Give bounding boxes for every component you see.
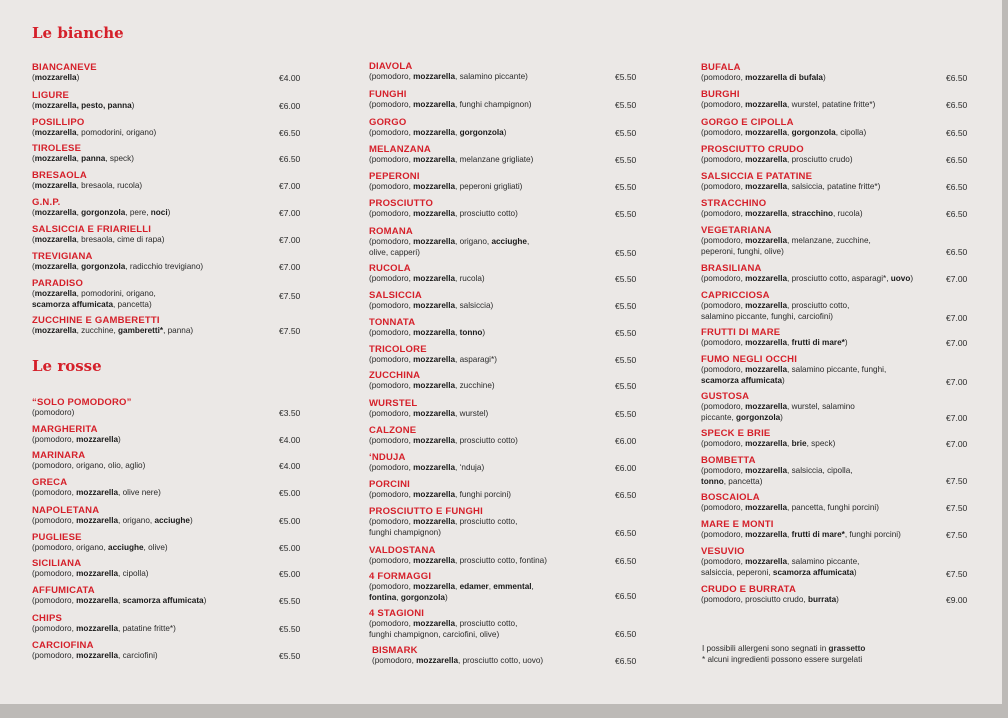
- menu-item: [701, 354, 886, 386]
- menu-item-name: G.N.P.: [32, 197, 61, 208]
- menu-item: [369, 263, 485, 285]
- menu-item: [701, 62, 826, 84]
- menu-item: [32, 90, 134, 112]
- menu-item: [369, 89, 532, 111]
- menu-item-name: SICILIANA: [32, 558, 82, 569]
- menu-item-name: MARINARA: [32, 450, 86, 461]
- menu-item-name: MARE E MONTI: [701, 519, 774, 530]
- menu-item: [369, 198, 518, 220]
- menu-item-ingredients: (pomodoro, mozzarella, brie, speck): [701, 439, 836, 448]
- menu-item-name: PROSCIUTTO E FUNGHI: [369, 506, 483, 517]
- menu-item-name: NAPOLETANA: [32, 505, 100, 516]
- menu-item-ingredients: (mozzarella, gorgonzola, radicchio trevigiano): [32, 262, 204, 271]
- menu-item-price: €6.50: [946, 128, 968, 138]
- menu-item-ingredients: (pomodoro, mozzarella, rucola): [369, 274, 485, 283]
- menu-item: [32, 224, 164, 246]
- menu-item-ingredients: (pomodoro, mozzarella, carciofini): [32, 651, 158, 660]
- menu-item-ingredients: (mozzarella, pomodorini, origano): [32, 128, 157, 137]
- menu-item-name: “SOLO POMODORO”: [32, 397, 132, 408]
- menu-item-ingredients: (pomodoro, mozzarella, peperoni grigliati): [369, 182, 523, 191]
- menu-item-ingredients: (pomodoro, mozzarella, prosciutto cotto): [369, 209, 518, 218]
- menu-item-price: €6.50: [946, 209, 968, 219]
- menu-item: [369, 452, 484, 474]
- menu-item-price: €5.50: [615, 301, 637, 311]
- menu-item-name: GRECA: [32, 477, 68, 488]
- menu-item-ingredients: (pomodoro, origano, olio, aglio): [32, 461, 146, 470]
- menu-item-price: €7.00: [946, 313, 968, 323]
- menu-item: [369, 608, 517, 640]
- menu-item-name: SALSICCIA E FRIARIELLI: [32, 224, 152, 235]
- menu-item-price: €4.00: [279, 461, 301, 471]
- menu-item-ingredients: (pomodoro, mozzarella, salsiccia): [369, 301, 494, 310]
- menu-item-price: €5.50: [279, 651, 301, 661]
- menu-item-price: €4.00: [279, 435, 301, 445]
- menu-item-name: ZUCCHINA: [369, 370, 421, 381]
- menu-item-price: €6.50: [946, 73, 968, 83]
- menu-item: [32, 558, 149, 580]
- menu-item-price: €6.00: [615, 463, 637, 473]
- menu-item-price: €6.00: [279, 101, 301, 111]
- menu-item-price: €5.50: [615, 155, 637, 165]
- menu-item-price: €6.50: [615, 629, 637, 639]
- menu-item-name: FUNGHI: [369, 89, 407, 100]
- menu-item: [32, 505, 193, 527]
- menu-item-price: €7.50: [946, 569, 968, 579]
- menu-item-price: €6.50: [946, 182, 968, 192]
- menu-item-ingredients: (pomodoro, mozzarella, prosciutto cotto): [369, 436, 518, 445]
- menu-item-price: €5.50: [615, 209, 637, 219]
- menu-item-name: SALSICCIA: [369, 290, 422, 301]
- menu-item: [32, 117, 156, 139]
- menu-item: [32, 397, 132, 419]
- menu-item-name: WURSTEL: [369, 398, 418, 409]
- menu-item-ingredients: (pomodoro, mozzarella, melanzane, zucchine, peperoni, funghi, olive): [701, 236, 871, 256]
- menu-item-name: PEPERONI: [369, 171, 420, 182]
- menu-item: [701, 290, 849, 322]
- menu-item-name: 4 FORMAGGI: [369, 571, 432, 582]
- menu-item-ingredients: (mozzarella, gorgonzola, pere, noci): [32, 208, 171, 217]
- menu-item-name: PROSCIUTTO: [369, 198, 434, 209]
- menu-item: [32, 315, 193, 337]
- menu-item-name: SALSICCIA E PATATINE: [701, 171, 813, 182]
- menu-item-ingredients: (pomodoro, mozzarella, prosciutto crudo): [701, 155, 853, 164]
- menu-item-name: ROMANA: [369, 226, 413, 237]
- menu-item-ingredients: (pomodoro, mozzarella, patatine fritte*): [32, 624, 176, 633]
- menu-item: [32, 62, 97, 84]
- allergen-note-line1: I possibili allergeni sono segnati in grassetto: [702, 644, 866, 653]
- menu-item-ingredients: (mozzarella): [32, 73, 80, 82]
- menu-item-ingredients: (pomodoro, mozzarella, salsiccia, cipolla, tonno, pancetta): [701, 466, 853, 486]
- menu-item-ingredients: (pomodoro, mozzarella, cipolla): [32, 569, 149, 578]
- menu-item-ingredients: (mozzarella, pesto, panna): [32, 101, 135, 110]
- menu-item-ingredients: (pomodoro, mozzarella, prosciutto cotto, uovo): [372, 656, 544, 665]
- menu-item-name: CRUDO E BURRATA: [701, 584, 797, 595]
- menu-item-name: MELANZANA: [369, 144, 431, 155]
- menu-item-price: €7.50: [946, 476, 968, 486]
- menu-item-price: €5.50: [615, 274, 637, 284]
- menu-item-price: €7.00: [279, 181, 301, 191]
- menu-item-price: €9.00: [946, 595, 968, 605]
- menu-item-name: 4 STAGIONI: [369, 608, 425, 619]
- menu-item-name: TREVIGIANA: [32, 251, 93, 262]
- menu-item-price: €5.00: [279, 569, 301, 579]
- menu-item-ingredients: (pomodoro, mozzarella, stracchino, rucola): [701, 209, 863, 218]
- menu-item-name: GORGO E CIPOLLA: [701, 117, 794, 128]
- menu-item: [701, 455, 853, 487]
- menu-item-name: BURGHI: [701, 89, 740, 100]
- menu-item-name: BIANCANEVE: [32, 62, 97, 73]
- menu-item-price: €5.50: [615, 72, 637, 82]
- menu-item-name: PORCINI: [369, 479, 410, 490]
- menu-item: [369, 545, 547, 567]
- menu-item-name: VESUVIO: [701, 546, 745, 557]
- menu-item-price: €5.50: [279, 596, 301, 606]
- menu-item-name: CHIPS: [32, 613, 63, 624]
- menu-item-ingredients: (pomodoro, mozzarella, prosciutto cotto, funghi champignon): [369, 517, 518, 537]
- menu-item-ingredients: (mozzarella, bresaola, cime di rapa): [32, 235, 165, 244]
- menu-item-ingredients: (pomodoro, mozzarella, funghi porcini): [369, 490, 512, 499]
- menu-item-name: RUCOLA: [369, 263, 411, 274]
- menu-item-name: ‘NDUJA: [369, 452, 406, 463]
- menu-item-name: GUSTOSA: [701, 391, 750, 402]
- menu-item-price: €6.00: [615, 436, 637, 446]
- menu-item-ingredients: (mozzarella, pomodorini, origano, scamorza affumicata, pancetta): [32, 289, 156, 309]
- menu-item-name: DIAVOLA: [369, 61, 413, 72]
- menu-item: [701, 391, 855, 423]
- menu-item-name: BUFALA: [701, 62, 741, 73]
- menu-item-price: €7.00: [279, 208, 301, 218]
- menu-item-price: €7.50: [279, 326, 301, 336]
- menu-item: [369, 61, 528, 83]
- menu-item-price: €7.00: [946, 377, 968, 387]
- menu-item-name: BRASILIANA: [701, 263, 762, 274]
- menu-item-name: FUMO NEGLI OCCHI: [701, 354, 798, 365]
- menu-item-name: BRESAOLA: [32, 170, 87, 181]
- menu-item-ingredients: (pomodoro, mozzarella, tonno): [369, 328, 486, 337]
- allergen-note-line2: * alcuni ingredienti possono essere surgelati: [702, 655, 863, 664]
- menu-item: [369, 425, 518, 447]
- menu-item-name: POSILLIPO: [32, 117, 85, 128]
- menu-item-price: €7.50: [946, 503, 968, 513]
- menu-item-price: €6.50: [615, 591, 637, 601]
- menu-item-price: €7.00: [946, 413, 968, 423]
- menu-item: [369, 370, 495, 392]
- menu-item-ingredients: (pomodoro, mozzarella, wurstel, patatine fritte*): [701, 100, 876, 109]
- menu-item: [32, 585, 206, 607]
- menu-item-ingredients: (mozzarella, bresaola, rucola): [32, 181, 143, 190]
- menu-item-name: TIROLESE: [32, 143, 82, 154]
- menu-item-ingredients: (pomodoro, mozzarella, gorgonzola): [369, 128, 507, 137]
- menu-item: [369, 506, 517, 538]
- menu-item: [701, 171, 880, 193]
- menu-item-price: €6.50: [615, 528, 637, 538]
- menu-item-price: €7.00: [279, 235, 301, 245]
- section-title-rosse: Le rosse: [32, 357, 102, 375]
- menu-item-ingredients: (pomodoro, mozzarella, gorgonzola, cipolla): [701, 128, 867, 137]
- menu-item: [701, 519, 901, 541]
- menu-item: [32, 251, 203, 273]
- menu-item: [369, 117, 506, 139]
- menu-item-ingredients: (pomodoro, mozzarella, frutti di mare*): [701, 338, 848, 347]
- menu-item-ingredients: (pomodoro, mozzarella, salamino piccante, salsiccia, peperoni, scamorza affumicata): [701, 557, 860, 577]
- menu-item-name: AFFUMICATA: [32, 585, 95, 596]
- menu-item: [32, 450, 145, 472]
- menu-item-ingredients: (pomodoro, mozzarella, prosciutto cotto, funghi champignon, carciofini, olive): [369, 619, 518, 639]
- menu-item-ingredients: (pomodoro, prosciutto crudo, burrata): [701, 595, 839, 604]
- menu-item: [369, 171, 522, 193]
- menu-item-ingredients: (pomodoro, mozzarella, zucchine): [369, 381, 495, 390]
- menu-item: [32, 424, 121, 446]
- menu-item: [32, 640, 158, 662]
- menu-item-price: €6.50: [615, 556, 637, 566]
- menu-item-ingredients: (pomodoro, mozzarella, prosciutto cotto, fontina): [369, 556, 547, 565]
- menu-item: [372, 645, 543, 667]
- menu-item: [32, 143, 134, 165]
- menu-item-price: €5.50: [615, 409, 637, 419]
- menu-item-name: LIGURE: [32, 90, 70, 101]
- menu-item-ingredients: (pomodoro, mozzarella, salamino piccante, funghi, scamorza affumicata): [701, 365, 887, 385]
- menu-item-price: €5.50: [615, 355, 637, 365]
- menu-item: [701, 428, 835, 450]
- menu-item: [369, 479, 511, 501]
- menu-item-ingredients: (pomodoro, mozzarella, funghi champignon): [369, 100, 532, 109]
- menu-item-price: €3.50: [279, 408, 301, 418]
- menu-item-ingredients: (pomodoro, mozzarella, pancetta, funghi porcini): [701, 503, 879, 512]
- menu-item-price: €6.50: [946, 247, 968, 257]
- menu-item-ingredients: (pomodoro, mozzarella, salamino piccante): [369, 72, 528, 81]
- menu-item-price: €5.00: [279, 488, 301, 498]
- menu-item: [32, 613, 176, 635]
- menu-item: [701, 198, 863, 220]
- menu-item: [701, 584, 839, 606]
- menu-item-ingredients: (pomodoro, mozzarella, asparagi*): [369, 355, 497, 364]
- menu-item-ingredients: (mozzarella, zucchine, gamberetti*, panna): [32, 326, 194, 335]
- menu-item-name: TRICOLORE: [369, 344, 427, 355]
- menu-item-name: VALDOSTANA: [369, 545, 436, 556]
- menu-item: [701, 144, 853, 166]
- menu-item-name: SPECK E BRIE: [701, 428, 771, 439]
- menu-item-name: PARADISO: [32, 278, 84, 289]
- menu-item-price: €7.50: [279, 291, 301, 301]
- menu-item-name: CAPRICCIOSA: [701, 290, 770, 301]
- menu-item-name: CALZONE: [369, 425, 417, 436]
- menu-item-price: €6.50: [946, 100, 968, 110]
- menu-item-price: €7.50: [946, 530, 968, 540]
- section-title-bianche: Le bianche: [32, 24, 124, 42]
- menu-item-name: TONNATA: [369, 317, 416, 328]
- menu-item: [701, 492, 879, 514]
- menu-item-name: MARGHERITA: [32, 424, 98, 435]
- menu-item-ingredients: (pomodoro, mozzarella): [32, 435, 121, 444]
- menu-item-ingredients: (pomodoro, mozzarella di bufala): [701, 73, 826, 82]
- menu-item: [701, 117, 866, 139]
- menu-item-ingredients: (pomodoro, origano, acciughe, olive): [32, 543, 168, 552]
- menu-item: [369, 317, 485, 339]
- menu-item: [32, 170, 142, 192]
- menu-item-name: STRACCHINO: [701, 198, 767, 209]
- menu-item-price: €5.00: [279, 543, 301, 553]
- menu-item-ingredients: (pomodoro, mozzarella, origano, acciughe): [32, 516, 193, 525]
- menu-item-ingredients: (pomodoro): [32, 408, 75, 417]
- menu-item-ingredients: (pomodoro, mozzarella, scamorza affumicata): [32, 596, 207, 605]
- menu-item-name: ZUCCHINE E GAMBERETTI: [32, 315, 160, 326]
- menu-item-price: €6.50: [615, 490, 637, 500]
- menu-item-price: €6.50: [279, 154, 301, 164]
- menu-item-name: PROSCIUTTO CRUDO: [701, 144, 804, 155]
- menu-item-price: €5.50: [615, 381, 637, 391]
- menu-item-name: BOSCAIOLA: [701, 492, 760, 503]
- menu-item: [369, 144, 533, 166]
- menu-item-price: €5.50: [615, 182, 637, 192]
- menu-item-price: €5.00: [279, 516, 301, 526]
- menu-item-price: €7.00: [946, 338, 968, 348]
- menu-item-ingredients: (pomodoro, mozzarella, melanzane grigliate): [369, 155, 534, 164]
- menu-item-ingredients: (pomodoro, mozzarella, origano, acciughe, olive, capperi): [369, 237, 530, 257]
- menu-item-ingredients: (pomodoro, mozzarella, wurstel): [369, 409, 489, 418]
- menu-item-name: CARCIOFINA: [32, 640, 94, 651]
- menu-item-name: VEGETARIANA: [701, 225, 772, 236]
- menu-item-price: €7.00: [946, 274, 968, 284]
- menu-item: [32, 197, 170, 219]
- menu-item-name: FRUTTI DI MARE: [701, 327, 781, 338]
- menu-item-price: €5.50: [279, 624, 301, 634]
- menu-item-price: €7.00: [279, 262, 301, 272]
- menu-item: [32, 278, 156, 310]
- menu-item-ingredients: (pomodoro, mozzarella, wurstel, salamino piccante, gorgonzola): [701, 402, 855, 422]
- menu-item-price: €4.00: [279, 73, 301, 83]
- menu-item: [701, 225, 871, 257]
- menu-item-ingredients: (pomodoro, mozzarella, ‘nduja): [369, 463, 485, 472]
- menu-item-price: €6.50: [946, 155, 968, 165]
- menu-item-name: BOMBETTA: [701, 455, 756, 466]
- menu-item-ingredients: (pomodoro, mozzarella, prosciutto cotto, asparagi*, uovo): [701, 274, 914, 283]
- menu-item: [369, 290, 493, 312]
- menu-item-ingredients: (pomodoro, mozzarella, frutti di mare*, funghi porcini): [701, 530, 901, 539]
- menu-item-ingredients: (pomodoro, mozzarella, edamer, emmental, fontina, gorgonzola): [369, 582, 534, 602]
- menu-item: [701, 546, 859, 578]
- allergen-note: [702, 643, 865, 665]
- menu-item-ingredients: (mozzarella, panna, speck): [32, 154, 134, 163]
- menu-item: [701, 327, 848, 349]
- menu-item: [369, 571, 534, 603]
- menu-item-ingredients: (pomodoro, mozzarella, prosciutto cotto, salamino piccante, funghi, carciofini): [701, 301, 850, 321]
- menu-item-price: €6.50: [279, 128, 301, 138]
- menu-item: [369, 398, 488, 420]
- menu-item-price: €6.50: [615, 656, 637, 666]
- menu-item-ingredients: (pomodoro, mozzarella, olive nere): [32, 488, 161, 497]
- menu-item: [32, 532, 168, 554]
- menu-item: [369, 344, 497, 366]
- menu-item: [369, 226, 529, 258]
- menu-item: [701, 89, 875, 111]
- menu-item-price: €7.00: [946, 439, 968, 449]
- menu-item-name: PUGLIESE: [32, 532, 82, 543]
- menu-item-name: GORGO: [369, 117, 407, 128]
- menu-item-price: €5.50: [615, 100, 637, 110]
- menu-item-name: BISMARK: [372, 645, 418, 656]
- menu-item: [701, 263, 913, 285]
- menu-item-ingredients: (pomodoro, mozzarella, salsiccia, patatine fritte*): [701, 182, 881, 191]
- menu-item-price: €5.50: [615, 328, 637, 338]
- menu-item: [32, 477, 161, 499]
- menu-item-price: €5.50: [615, 248, 637, 258]
- menu-item-price: €5.50: [615, 128, 637, 138]
